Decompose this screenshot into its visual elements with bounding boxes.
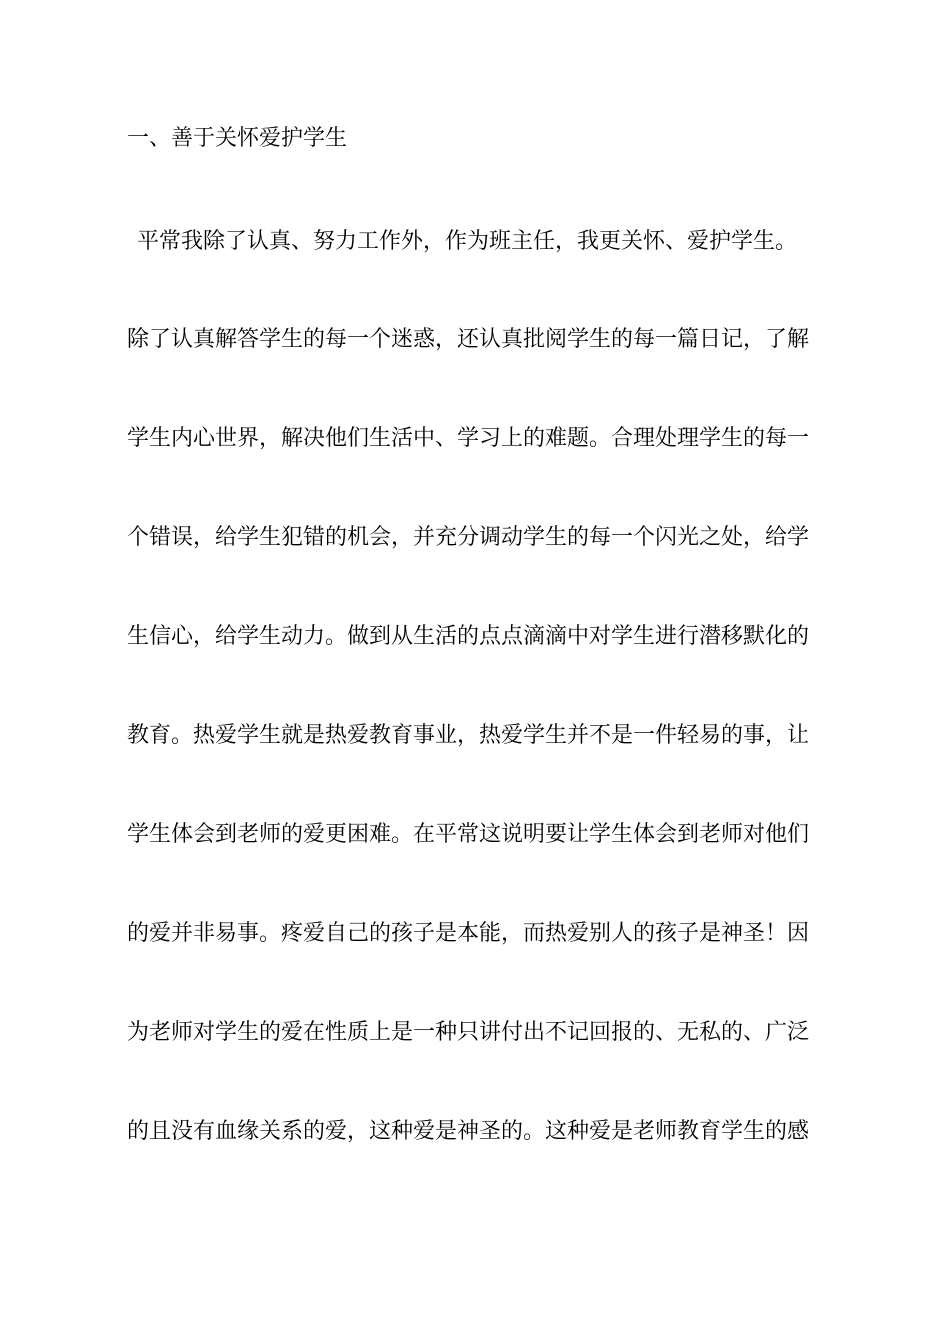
paragraph-line: 平常我除了认真、努力工作外，作为班主任，我更关怀、爱护学生。	[137, 229, 798, 254]
paragraph-line: 个错误，给学生犯错的机会，并充分调动学生的每一个闪光之处，给学	[127, 525, 810, 550]
paragraph-line: 的爱并非易事。疼爱自己的孩子是本能，而热爱别人的孩子是神圣！因	[127, 921, 810, 946]
section-heading: 一、善于关怀爱护学生	[127, 126, 348, 151]
paragraph-line: 生信心，给学生动力。做到从生活的点点滴滴中对学生进行潜移默化的	[127, 624, 810, 649]
paragraph-line: 的且没有血缘关系的爱，这种爱是神圣的。这种爱是老师教育学生的感	[127, 1119, 810, 1144]
paragraph-line: 教育。热爱学生就是热爱教育事业，热爱学生并不是一件轻易的事，让	[127, 723, 810, 748]
paragraph-line: 学生内心世界，解决他们生活中、学习上的难题。合理处理学生的每一	[127, 426, 810, 451]
paragraph-line: 除了认真解答学生的每一个迷惑，还认真批阅学生的每一篇日记，了解	[127, 327, 810, 352]
paragraph-line: 学生体会到老师的爱更困难。在平常这说明要让学生体会到老师对他们	[127, 822, 810, 847]
paragraph-line: 为老师对学生的爱在性质上是一种只讲付出不记回报的、无私的、广泛	[127, 1020, 810, 1045]
